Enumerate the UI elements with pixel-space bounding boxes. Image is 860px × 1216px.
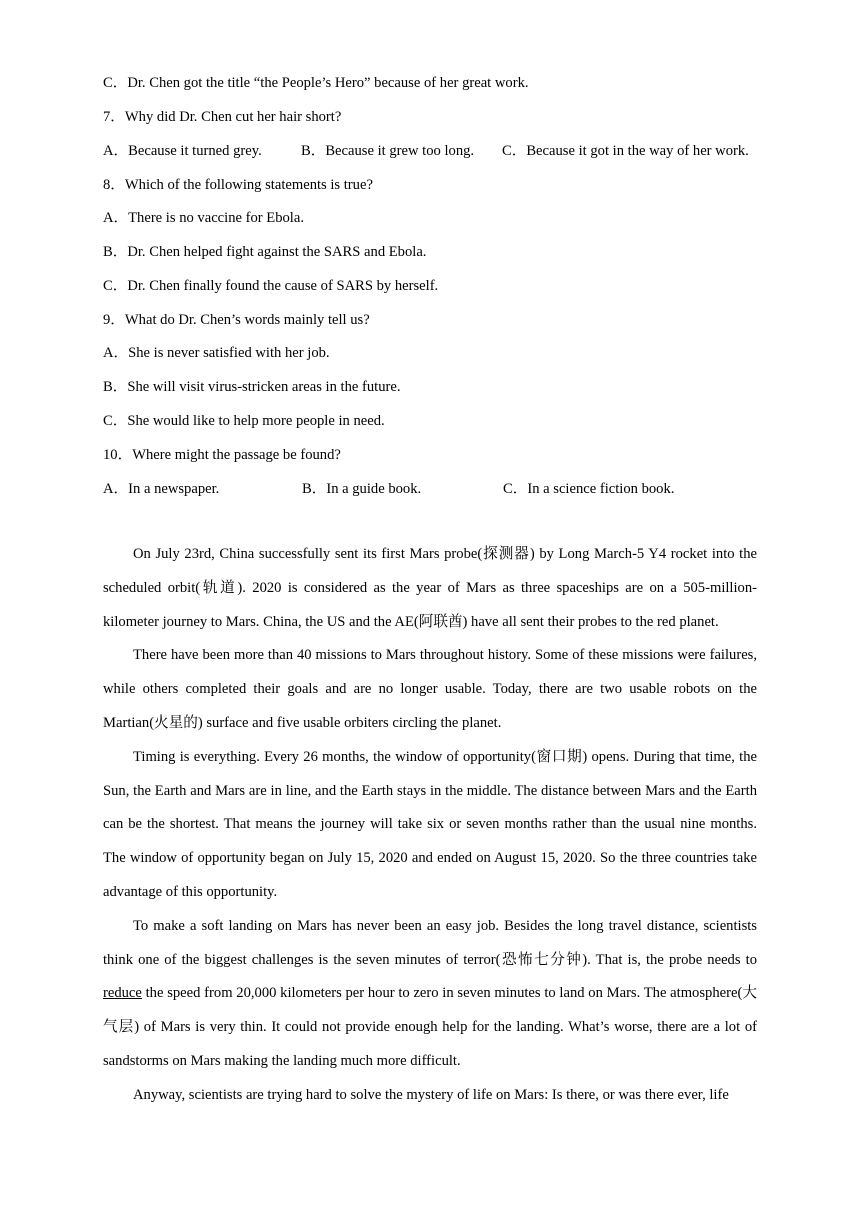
q8-option-b: B．Dr. Chen helped fight against the SARS and Ebola.	[103, 244, 427, 260]
q9-stem: 9．What do Dr. Chen’s words mainly tell us?	[103, 312, 370, 328]
passage-paragraph-5: Anyway, scientists are trying hard to solve the mystery of life on Mars: Is there, or was there ever, life	[133, 1086, 729, 1103]
q9-option-c: C．She would like to help more people in need.	[103, 413, 385, 429]
q8-option-a: A．There is no vaccine for Ebola.	[103, 210, 304, 226]
q9-option-b: B．She will visit virus-stricken areas in the future.	[103, 379, 401, 395]
underlined-word: reduce	[103, 985, 142, 1002]
passage-paragraph-2: There have been more than 40 missions to Mars throughout history. Some of these missions were failures, while others completed their goals and are no longer usable. Today, there are two usable robots on the Martian(火星的) surface and five usable orbiters circling the planet.	[103, 647, 757, 731]
q8-option-c: C．Dr. Chen finally found the cause of SARS by herself.	[103, 278, 439, 294]
q10-options	[103, 479, 757, 499]
q10-stem: 10．Where might the passage be found?	[103, 447, 341, 463]
q10-option-a: A．In a newspaper.	[103, 481, 220, 497]
q7-option-c: C．Because it got in the way of her work.	[502, 143, 749, 159]
q6-option-c: C．Dr. Chen got the title “the People’s Hero” because of her great work.	[103, 75, 529, 91]
passage	[103, 538, 757, 1113]
passage-paragraph-4	[103, 910, 757, 1079]
p4-text-after: the speed from 20,000 kilometers per hour to zero in seven minutes to land on Mars. The atmosphere(大气层) of Mars is very thin. It could not provide enough help for the landing. What’s worse, there are a lot of sandstorms on Mars making the landing much more difficult.	[103, 985, 757, 1069]
q9-option-a: A．She is never satisfied with her job.	[103, 345, 330, 361]
q7-stem: 7．Why did Dr. Chen cut her hair short?	[103, 109, 342, 125]
q7-option-a: A．Because it turned grey.	[103, 143, 262, 159]
q10-option-b: B．In a guide book.	[302, 481, 422, 497]
p4-text-before: To make a soft landing on Mars has never been an easy job. Besides the long travel distance, scientists think one of the biggest challenges is the seven minutes of terror(恐怖七分钟). That is, the probe needs to	[103, 917, 757, 968]
passage-paragraph-3: Timing is everything. Every 26 months, the window of opportunity(窗口期) opens. During that time, the Sun, the Earth and Mars are in line, and the Earth stays in the middle. The distance between Mars and the Earth can be the shortest. That means the journey will take six or seven months rather than the usual nine months. The window of opportunity began on July 15, 2020 and ended on August 15, 2020. So the three countries take advantage of this opportunity.	[103, 748, 757, 900]
q7-options	[103, 141, 757, 161]
q8-stem: 8．Which of the following statements is true?	[103, 177, 373, 193]
passage-paragraph-1: On July 23rd, China successfully sent its first Mars probe(探测器) by Long March-5 Y4 rocket into the scheduled orbit(轨道). 2020 is considered as the year of Mars as three spaceships are on a 505-million-kilometer journey to Mars. China, the US and the AE(阿联酋) have all sent their probes to the red planet.	[103, 546, 757, 630]
q7-option-b: B．Because it grew too long.	[301, 143, 475, 159]
q10-option-c: C．In a science fiction book.	[503, 481, 675, 497]
